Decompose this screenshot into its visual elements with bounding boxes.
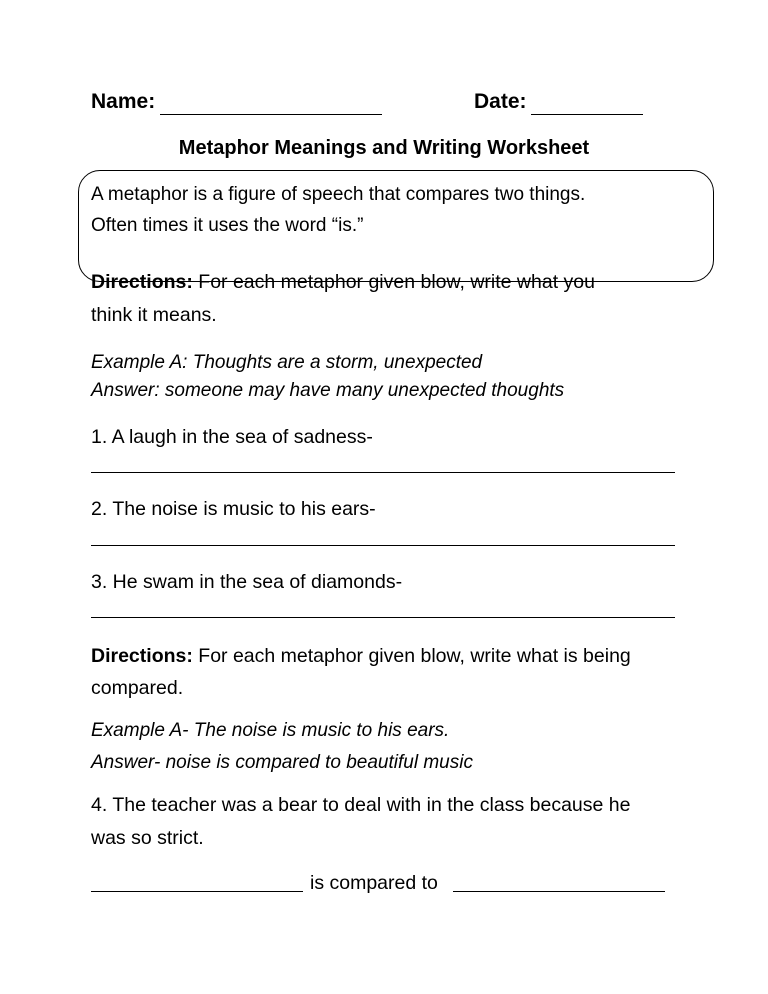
example-a-1: Example A: Thoughts are a storm, unexpected	[91, 352, 483, 373]
directions-1-line-2: think it means.	[91, 304, 217, 326]
question-4-line-1: 4. The teacher was a bear to deal with in the class because he	[91, 794, 631, 816]
directions-2-line-1	[91, 640, 631, 673]
answer-line-1[interactable]	[91, 472, 675, 473]
question-1: 1. A laugh in the sea of sadness-	[91, 426, 373, 448]
answer-line-3[interactable]	[91, 617, 675, 618]
name-label: Name:	[91, 90, 156, 113]
compared-blank-2[interactable]	[453, 891, 665, 892]
directions-2-line-2: compared.	[91, 677, 184, 699]
question-3: 3. He swam in the sea of diamonds-	[91, 571, 403, 593]
directions-label: Directions:	[91, 645, 193, 667]
compared-to-label: is compared to	[310, 872, 438, 894]
page-title: Metaphor Meanings and Writing Worksheet	[178, 137, 590, 159]
question-2: 2. The noise is music to his ears-	[91, 498, 376, 520]
date-label: Date:	[474, 90, 527, 113]
definition-line-2: Often times it uses the word “is.”	[91, 215, 364, 236]
directions-label: Directions:	[91, 271, 193, 293]
answer-a-2: Answer- noise is compared to beautiful music	[91, 752, 473, 773]
directions-text: For each metaphor given blow, write what you	[192, 271, 595, 293]
date-blank[interactable]	[531, 114, 643, 115]
directions-1-line-1	[91, 266, 595, 299]
answer-a-1: Answer: someone may have many unexpected thoughts	[91, 380, 565, 401]
question-4-line-2: was so strict.	[91, 827, 204, 849]
answer-line-2[interactable]	[91, 545, 675, 546]
compared-blank-1[interactable]	[91, 891, 303, 892]
example-a-2: Example A- The noise is music to his ears.	[91, 720, 450, 741]
name-blank[interactable]	[160, 114, 382, 115]
directions-text: For each metaphor given blow, write what is being	[192, 645, 631, 667]
definition-line-1: A metaphor is a figure of speech that compares two things.	[91, 184, 586, 205]
